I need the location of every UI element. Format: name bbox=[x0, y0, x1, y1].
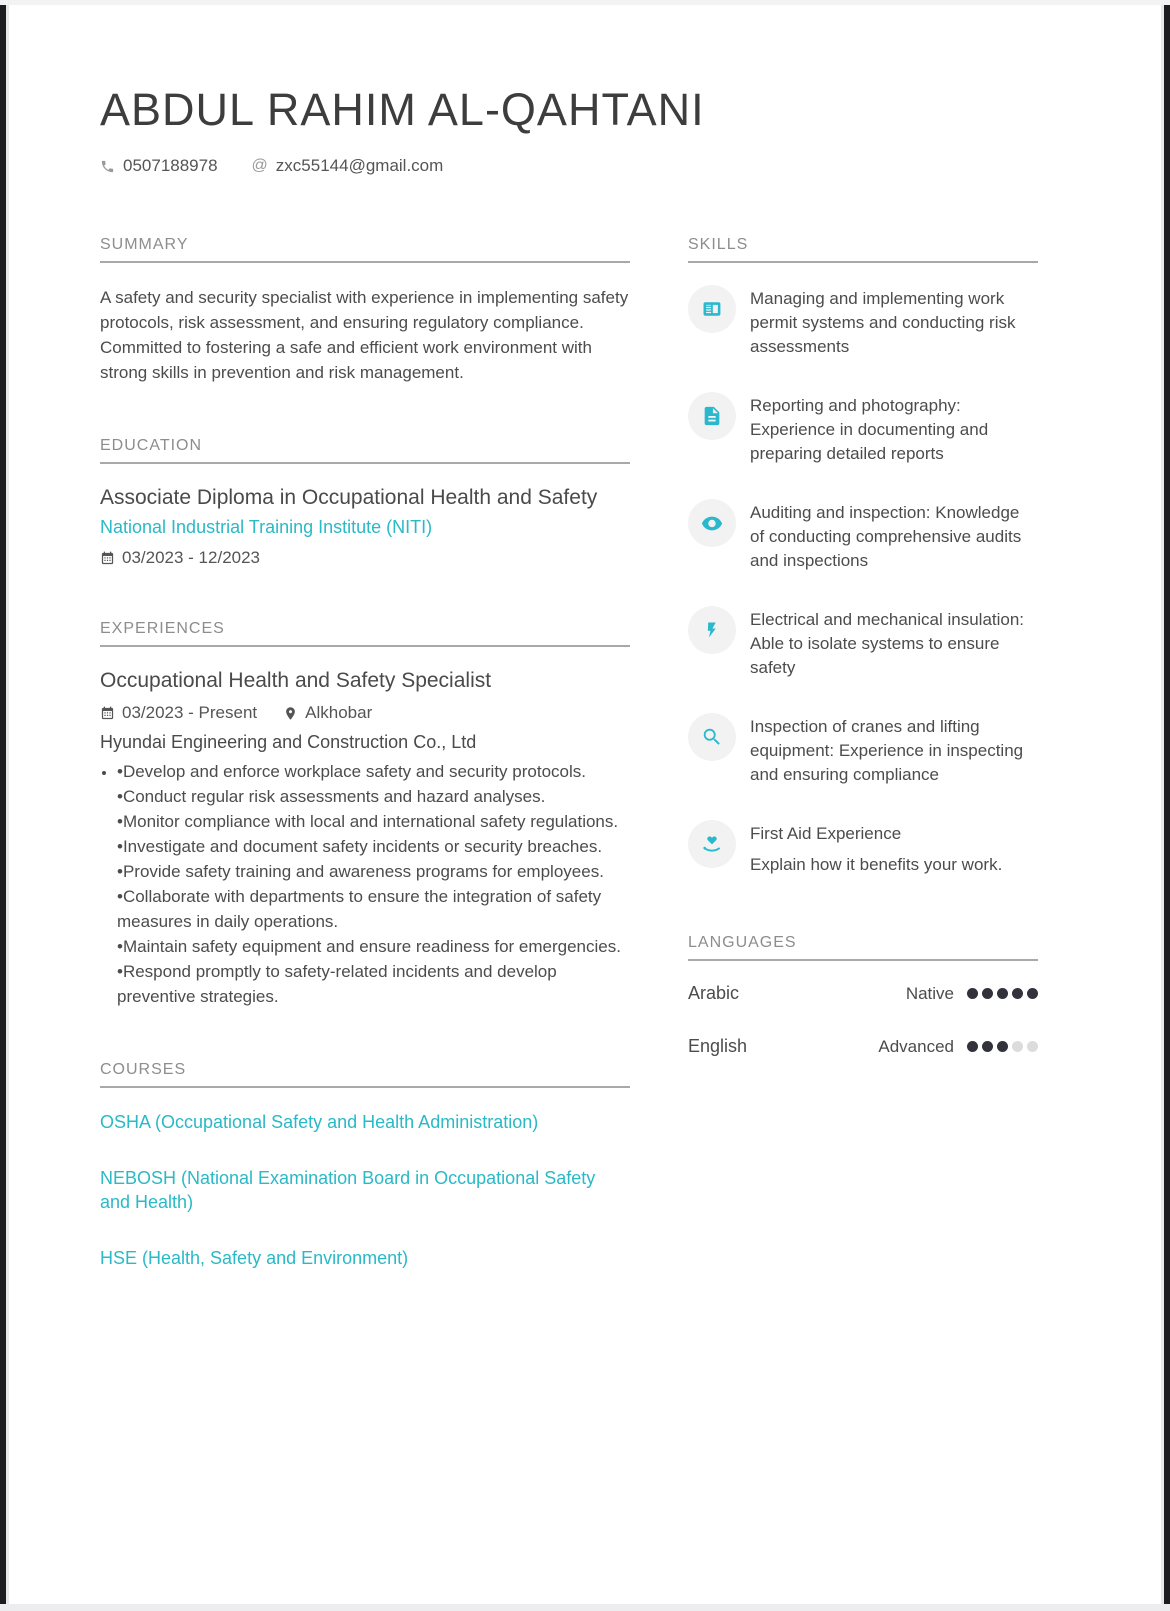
lightning-bolt-icon bbox=[688, 606, 736, 654]
education-heading: EDUCATION bbox=[100, 437, 630, 464]
course-link[interactable]: HSE (Health, Safety and Environment) bbox=[100, 1248, 409, 1268]
skill-note: Explain how it benefits your work. bbox=[750, 855, 1003, 874]
skill-label: Managing and implementing work permit systems and conducting risk assessments bbox=[750, 289, 1016, 356]
report-file-icon bbox=[688, 392, 736, 440]
dot-filled bbox=[967, 1041, 978, 1052]
experience-bullet: •Investigate and document safety incidents or security breaches. bbox=[117, 837, 603, 856]
eye-icon bbox=[688, 499, 736, 547]
languages-heading: LANGUAGES bbox=[688, 934, 1038, 961]
skill-label: Electrical and mechanical insulation: Able to isolate systems to ensure safety bbox=[750, 610, 1025, 677]
experience-bullet: • •Develop and enforce workplace safety and security protocols. bbox=[117, 762, 586, 781]
experience-meta bbox=[100, 703, 630, 723]
education-meta bbox=[100, 548, 630, 568]
skill-item bbox=[688, 392, 1038, 466]
experience-bullet: •Provide safety training and awareness programs for employees. bbox=[117, 862, 604, 881]
skill-label: Reporting and photography: Experience in documenting and preparing detailed reports bbox=[750, 396, 989, 463]
dot-empty bbox=[1012, 1041, 1023, 1052]
first-aid-hand-heart-icon bbox=[688, 820, 736, 868]
courses-section bbox=[100, 1061, 630, 1270]
summary-text: A safety and security specialist with experience in implementing safety protocols, risk assessment, and ensuring regulatory compliance. Committed to fostering a safe and efficient work environment with strong skills in prevention and risk management. bbox=[100, 288, 629, 382]
dot-filled bbox=[997, 988, 1008, 999]
dot-filled bbox=[982, 988, 993, 999]
experience-bullet: •Respond promptly to safety-related incidents and develop preventive strategies. bbox=[117, 962, 557, 1006]
company-name: Hyundai Engineering and Construction Co., Ltd bbox=[100, 732, 477, 752]
summary-heading: SUMMARY bbox=[100, 236, 630, 263]
experience-bullet: •Maintain safety equipment and ensure readiness for emergencies. bbox=[117, 937, 621, 956]
search-icon bbox=[688, 713, 736, 761]
education-section bbox=[100, 437, 630, 568]
experiences-heading: EXPERIENCES bbox=[100, 620, 630, 647]
skill-label: Inspection of cranes and lifting equipment: Experience in inspecting and ensuring compliance bbox=[750, 717, 1024, 784]
skill-item bbox=[688, 713, 1038, 787]
skills-section bbox=[688, 236, 1038, 877]
phone-icon bbox=[100, 159, 115, 174]
experience-bullet: •Conduct regular risk assessments and hazard analyses. bbox=[117, 787, 546, 806]
experiences-section bbox=[100, 620, 630, 1009]
dot-filled bbox=[1027, 988, 1038, 999]
at-icon: @ bbox=[251, 157, 268, 174]
education-date-text: 03/2023 - 12/2023 bbox=[122, 548, 261, 567]
experience-bullet: •Monitor compliance with local and international safety regulations. bbox=[117, 812, 619, 831]
experience-date-text: 03/2023 - Present bbox=[122, 703, 258, 722]
skill-text bbox=[750, 820, 1002, 877]
courses-heading: COURSES bbox=[100, 1061, 630, 1088]
education-date bbox=[100, 548, 260, 568]
experience-bullet: •Collaborate with departments to ensure the integration of safety measures in daily operations. bbox=[117, 887, 602, 931]
course-link[interactable]: NEBOSH (National Examination Board in Occupational Safety and Health) bbox=[100, 1168, 596, 1212]
calendar-icon bbox=[100, 706, 115, 721]
phone-contact bbox=[100, 156, 218, 176]
page-left-edge bbox=[0, 0, 9, 1611]
calendar-icon bbox=[100, 551, 115, 566]
skill-text bbox=[750, 285, 1038, 359]
candidate-name: ABDUL RAHIM AL-QAHTANI bbox=[100, 84, 705, 135]
skill-text bbox=[750, 392, 1038, 466]
skill-text bbox=[750, 713, 1038, 787]
skill-label: First Aid Experience bbox=[750, 824, 902, 843]
language-proficiency-dots bbox=[967, 988, 1038, 999]
skill-text bbox=[750, 606, 1038, 680]
experience-sub-bullets bbox=[117, 759, 630, 1009]
two-column-layout bbox=[100, 236, 1038, 1322]
page-top-edge bbox=[0, 0, 1170, 5]
work-permit-card-icon bbox=[688, 285, 736, 333]
page-right-edge bbox=[1161, 0, 1170, 1611]
page-bottom-edge bbox=[0, 1604, 1170, 1611]
skill-text bbox=[750, 499, 1038, 573]
experience-location-text: Alkhobar bbox=[305, 703, 373, 722]
dot-filled bbox=[1012, 988, 1023, 999]
languages-section bbox=[688, 934, 1038, 1057]
experience-date bbox=[100, 703, 257, 723]
job-title: Occupational Health and Safety Specialist bbox=[100, 669, 492, 692]
contact-row bbox=[100, 156, 1038, 176]
dot-filled bbox=[967, 988, 978, 999]
language-row bbox=[688, 1036, 1038, 1057]
email-address[interactable]: zxc55144@gmail.com bbox=[275, 156, 444, 175]
skill-item bbox=[688, 606, 1038, 680]
experience-location bbox=[283, 703, 372, 723]
languages-list bbox=[688, 983, 1038, 1057]
experience-description bbox=[117, 759, 630, 1009]
dot-filled bbox=[982, 1041, 993, 1052]
phone-number[interactable]: 0507188978 bbox=[123, 156, 218, 175]
language-level: Native bbox=[905, 983, 954, 1003]
courses-list bbox=[100, 1110, 630, 1270]
summary-section bbox=[100, 236, 630, 385]
skill-label: Auditing and inspection: Knowledge of conducting comprehensive audits and inspections bbox=[750, 503, 1022, 570]
skills-list bbox=[688, 285, 1038, 877]
language-name: English bbox=[688, 1036, 748, 1056]
skills-heading: SKILLS bbox=[688, 236, 1038, 263]
left-column bbox=[100, 236, 630, 1322]
skill-item bbox=[688, 499, 1038, 573]
right-column bbox=[688, 236, 1038, 1322]
language-name: Arabic bbox=[688, 983, 740, 1003]
location-pin-icon bbox=[283, 706, 298, 721]
email-contact bbox=[252, 156, 444, 176]
skill-item bbox=[688, 285, 1038, 359]
degree-title: Associate Diploma in Occupational Health and Safety bbox=[100, 486, 598, 509]
course-link[interactable]: OSHA (Occupational Safety and Health Administration) bbox=[100, 1112, 539, 1132]
language-row bbox=[688, 983, 1038, 1004]
skill-item bbox=[688, 820, 1038, 877]
language-proficiency-dots bbox=[967, 1041, 1038, 1052]
experience-bullet-list bbox=[100, 759, 630, 1009]
language-level: Advanced bbox=[878, 1036, 954, 1056]
dot-filled bbox=[997, 1041, 1008, 1052]
school-link[interactable]: National Industrial Training Institute (NITI) bbox=[100, 517, 433, 537]
dot-empty bbox=[1027, 1041, 1038, 1052]
